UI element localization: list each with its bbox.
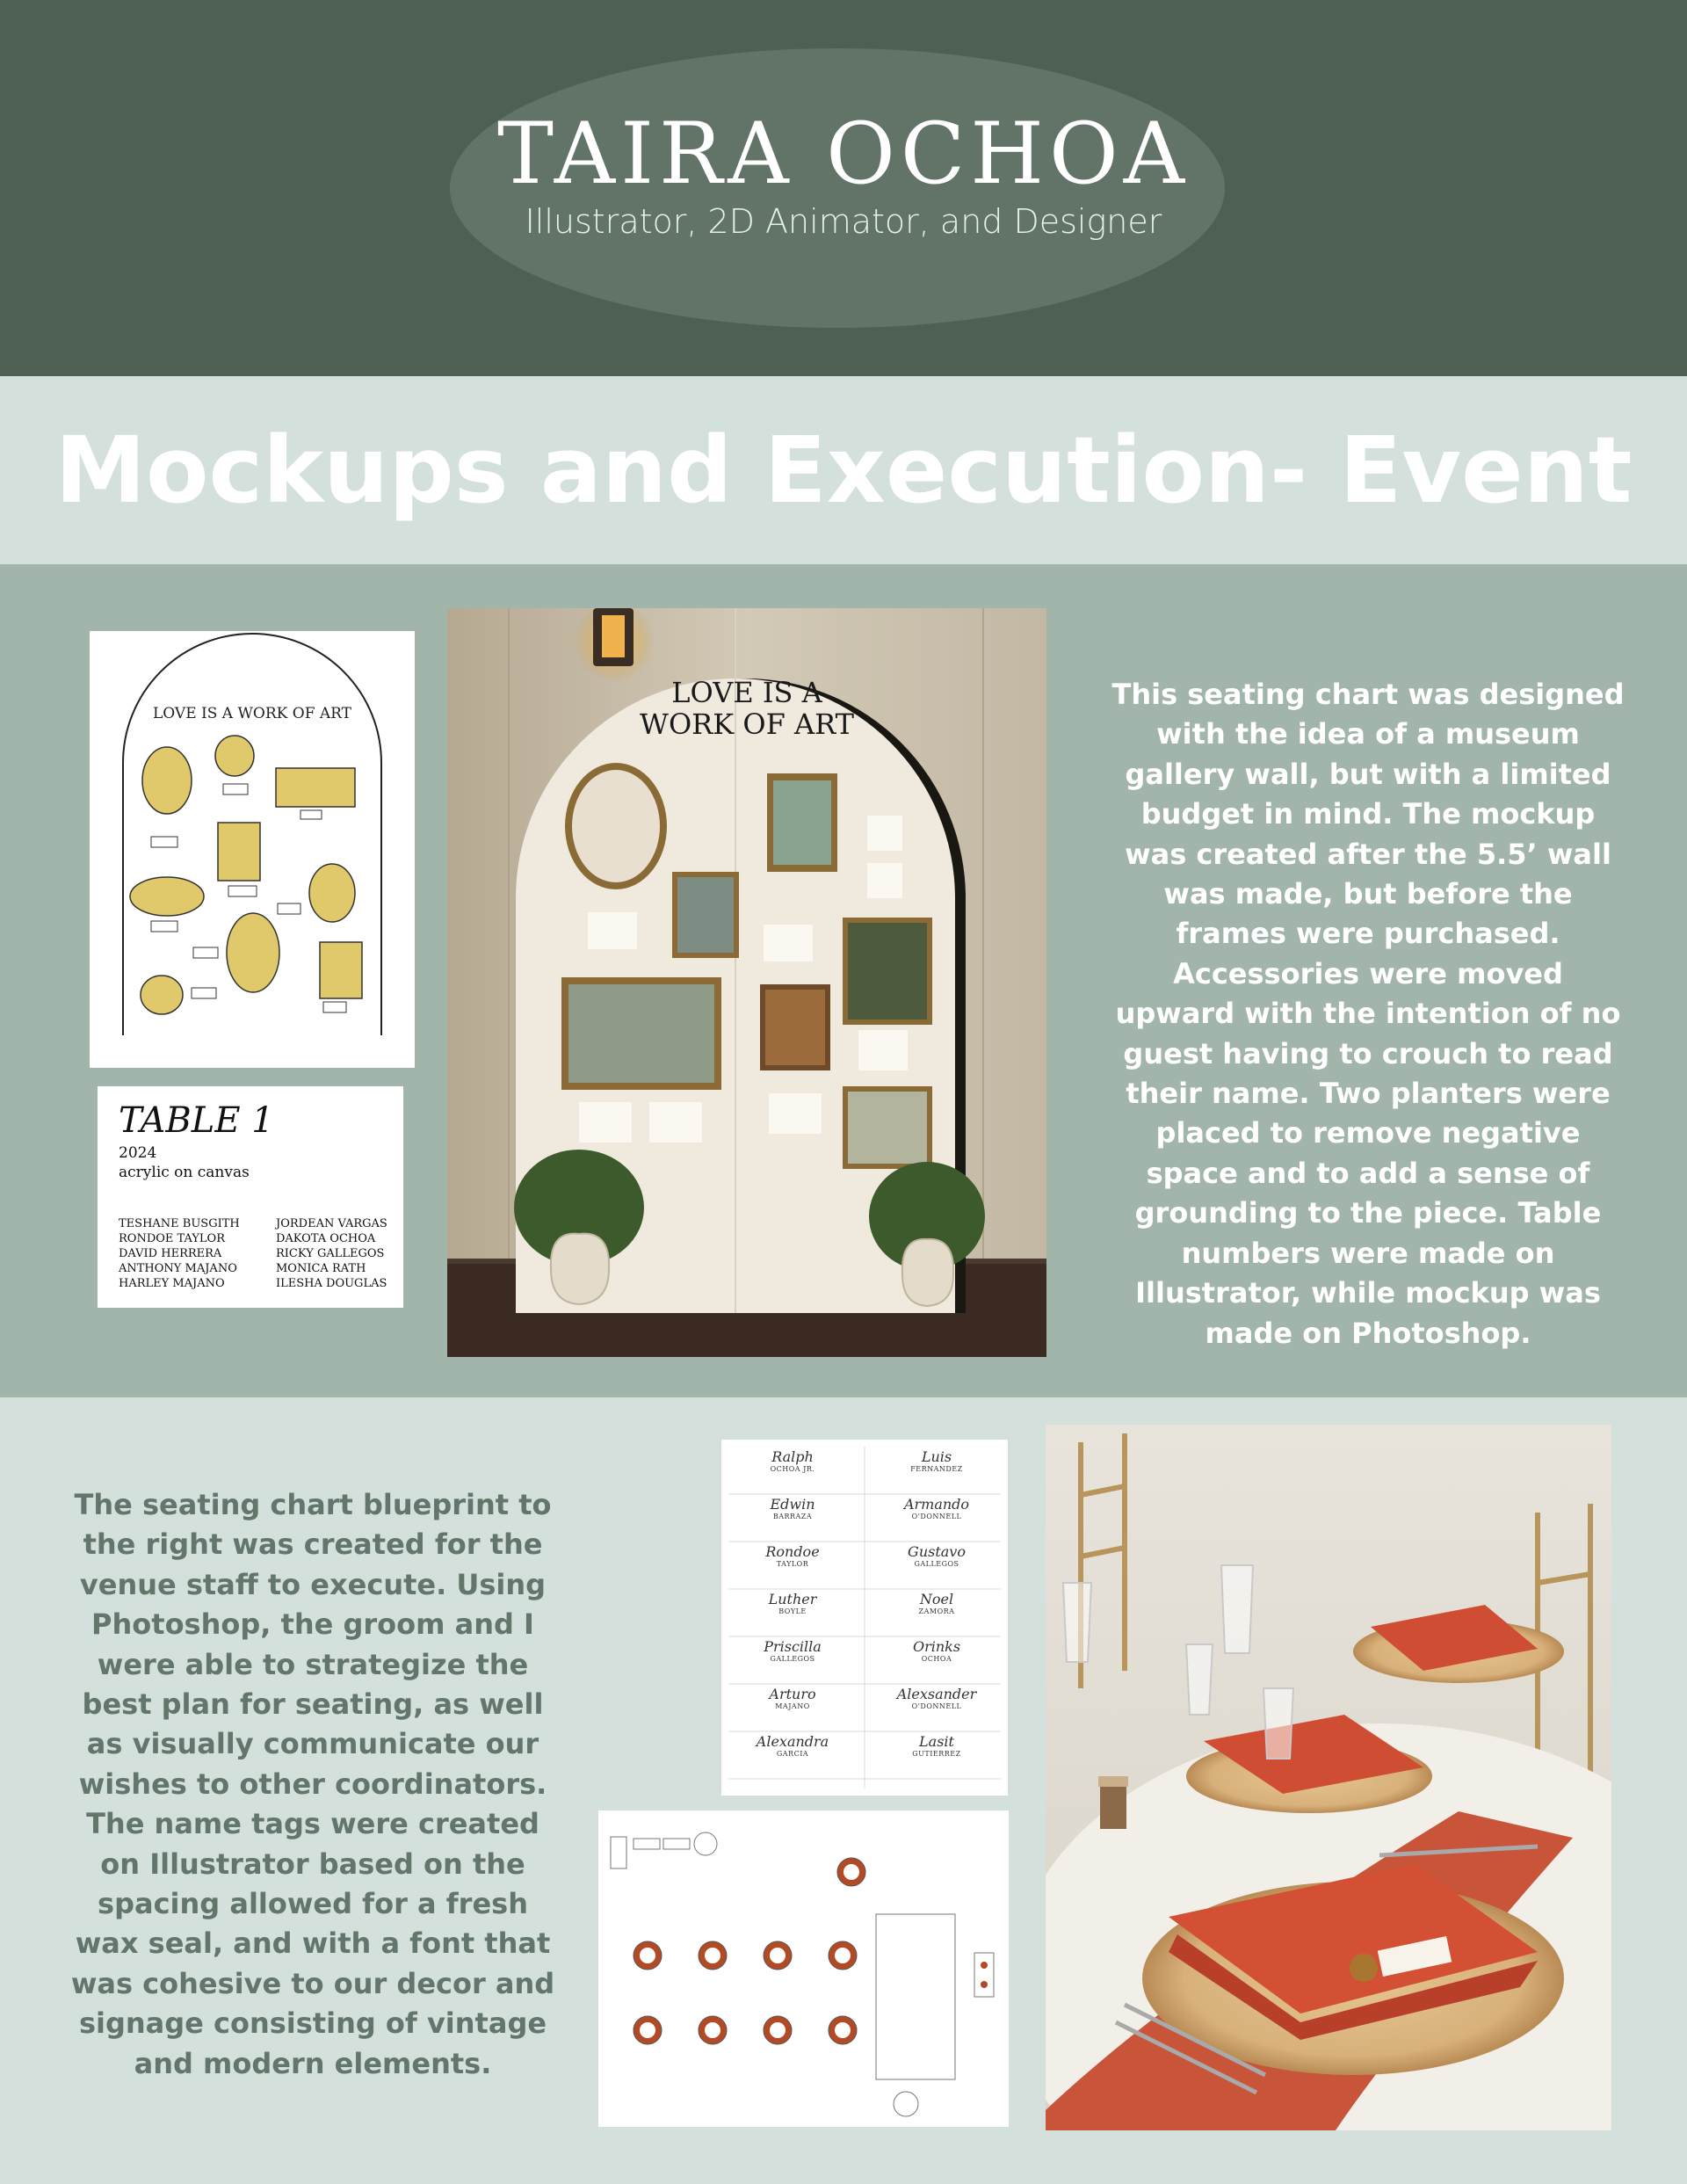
tag-first-name: Alexandra — [756, 1733, 829, 1750]
designer-subtitle: Illustrator, 2D Animator, and Designer — [525, 202, 1162, 241]
card-medium: acrylic on canvas — [119, 1164, 250, 1181]
tag-last-name: FERNANDEZ — [910, 1465, 963, 1473]
table-label-card — [98, 1086, 403, 1308]
seating-chart-mockup — [90, 631, 415, 1068]
tag-last-name: OCHOA JR. — [770, 1465, 815, 1473]
guest-name: HARLEY MAJANO — [119, 1277, 225, 1290]
name-tag — [871, 1638, 1003, 1663]
name-tags-sheet — [721, 1440, 1008, 1796]
guest-name: TESHANE BUSGITH — [119, 1217, 240, 1230]
tag-first-name: Gustavo — [908, 1543, 966, 1560]
guest-name: ILESHA DOUGLAS — [276, 1277, 387, 1290]
tag-first-name: Lasit — [919, 1733, 954, 1750]
tag-last-name: O'DONNELL — [911, 1513, 962, 1520]
name-tag — [727, 1543, 858, 1568]
guest-name: ANTHONY MAJANO — [119, 1262, 237, 1275]
tag-first-name: Arturo — [769, 1686, 816, 1702]
name-tag — [871, 1448, 1003, 1473]
blueprint-description: The seating chart blueprint to the right was created for the venue staff to execute. Using Photoshop, the groom and I were able to strategize the best plan for seating, as well as visually communicate our wishes to other coordinators. The name tags were created on Illustrator based on the spacing allowed for a fresh wax seal, and with a font that was cohesive to our decor and signage consisting of vintage and modern elements. — [70, 1488, 555, 2080]
tag-last-name: BARRAZA — [772, 1513, 813, 1520]
card-names-left — [119, 1216, 240, 1291]
tag-first-name: Ralph — [771, 1448, 814, 1465]
guest-name: MONICA RATH — [276, 1262, 366, 1275]
card-title: TABLE 1 — [119, 1100, 274, 1141]
tag-first-name: Luther — [768, 1591, 817, 1607]
table-setting-illustration — [1046, 1425, 1611, 2130]
tag-last-name: GUTIERREZ — [912, 1750, 961, 1758]
tag-first-name: Luis — [921, 1448, 952, 1465]
card-year: 2024 — [119, 1144, 157, 1162]
tag-last-name: GALLEGOS — [914, 1560, 959, 1568]
gallery-wall-photo — [447, 608, 1046, 1357]
tag-first-name: Noel — [919, 1591, 954, 1607]
name-tag — [727, 1591, 858, 1615]
header-band — [0, 0, 1687, 376]
guest-name: RONDOE TAYLOR — [119, 1232, 226, 1245]
title-band — [0, 376, 1687, 564]
tag-first-name: Alexsander — [896, 1686, 977, 1702]
name-tag — [871, 1733, 1003, 1758]
guest-name: JORDEAN VARGAS — [276, 1217, 387, 1230]
tag-last-name: GARCIA — [776, 1750, 809, 1758]
tag-last-name: TAYLOR — [776, 1560, 809, 1568]
name-tag — [727, 1733, 858, 1758]
name-tag — [727, 1496, 858, 1520]
page-title: Mockups and Execution- Event — [54, 417, 1633, 524]
gallery-wall-description: This seating chart was designed with the idea of a museum gallery wall, but with a limited budget in mind. The mockup was created after the 5.5’ wall was made, but before the frames were purchased. Accessories were moved upward with the intention of no guest having to crouch to read their name. Two planters were placed to remove negative space and to add a sense of grounding to the piece. Table numbers were made on Illustrator, while mockup was made on Photoshop. — [1111, 678, 1625, 1350]
mockup-title: LOVE IS A WORK OF ART — [152, 705, 352, 722]
guest-name: RICKY GALLEGOS — [276, 1247, 385, 1260]
tag-last-name: BOYLE — [778, 1607, 807, 1615]
tag-last-name: O'DONNELL — [911, 1702, 962, 1710]
wall-sign-line2: WORK OF ART — [640, 707, 854, 741]
tag-first-name: Orinks — [912, 1638, 961, 1655]
tag-last-name: ZAMORA — [918, 1607, 955, 1615]
name-tag — [871, 1686, 1003, 1710]
seating-blueprint — [598, 1810, 1009, 2127]
tag-first-name: Edwin — [770, 1496, 815, 1513]
guest-name: DAKOTA OCHOA — [276, 1232, 376, 1245]
name-tag — [871, 1496, 1003, 1520]
table-setting-photo — [1046, 1425, 1611, 2130]
wall-sign-line1: LOVE IS A — [671, 676, 822, 709]
blueprint-drawing — [598, 1810, 1009, 2127]
card-names-right — [276, 1216, 387, 1291]
mockup-arch-drawing — [90, 631, 415, 1068]
tag-last-name: OCHOA — [921, 1655, 952, 1663]
name-tag — [871, 1591, 1003, 1615]
tag-first-name: Rondoe — [765, 1543, 820, 1560]
guest-name: DAVID HERRERA — [119, 1247, 222, 1260]
designer-name: TAIRA OCHOA — [496, 105, 1191, 203]
name-tag — [727, 1638, 858, 1663]
tag-first-name: Armando — [903, 1496, 970, 1513]
name-tag — [871, 1543, 1003, 1568]
tag-last-name: GALLEGOS — [770, 1655, 815, 1663]
tag-last-name: MAJANO — [775, 1702, 810, 1710]
name-tag — [727, 1448, 858, 1473]
tag-first-name: Priscilla — [764, 1638, 822, 1655]
name-tag — [727, 1686, 858, 1710]
wall-sign — [447, 677, 1046, 740]
